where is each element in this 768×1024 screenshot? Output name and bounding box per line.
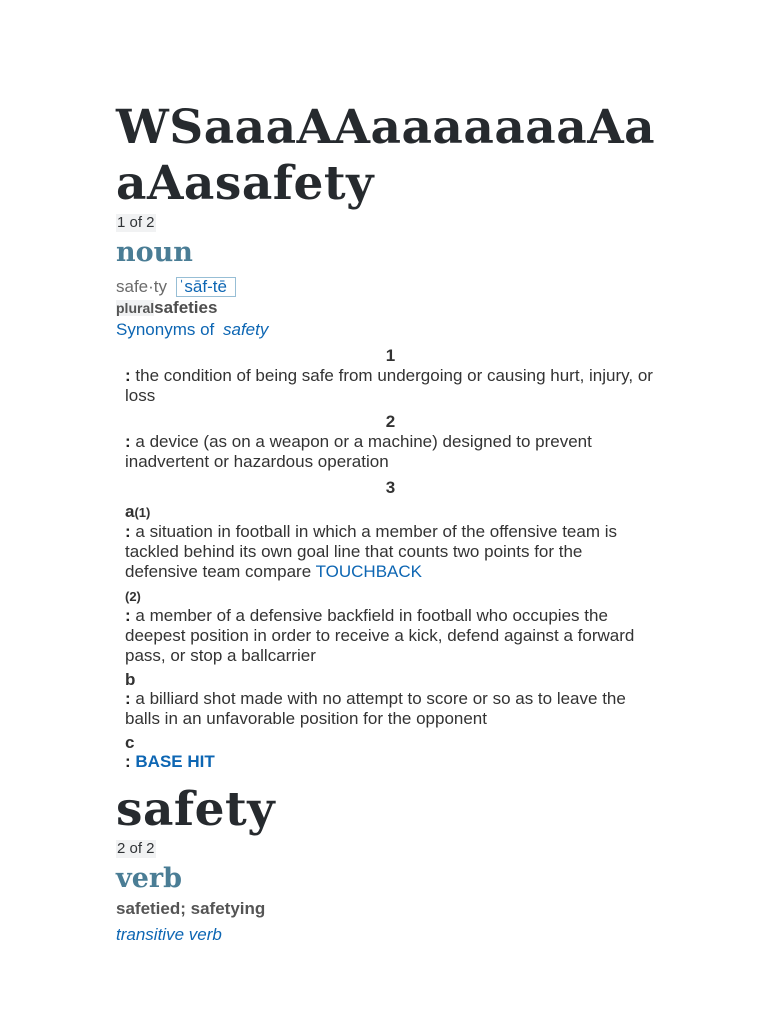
sense-definition-2 [125, 432, 656, 472]
plural-row [116, 298, 656, 318]
sense-text-2: a device (as on a weapon or a machine) designed to prevent inadvertent or hazardous operation [125, 432, 592, 471]
sense-3c-definition [125, 752, 656, 772]
sense-3a2-label [125, 586, 656, 606]
sense-definition-1 [125, 366, 656, 406]
sense-text-3b: a billiard shot made with no attempt to score or so as to leave the balls in an unfavorable position for the opponent [125, 689, 626, 728]
sense-colon: : [125, 606, 131, 625]
entry2-part-of-speech[interactable]: verb [116, 863, 182, 894]
sense-3a2-definition [125, 606, 656, 666]
synonyms-word[interactable]: safety [223, 320, 269, 339]
sense-colon: : [125, 432, 131, 451]
sense-text-3a1: a situation in football in which a member of the offensive team is tackled behind its own goal line that counts two points for the defensive team compare [125, 522, 618, 581]
senses-list [125, 346, 656, 772]
synonyms-label[interactable]: Synonyms of [116, 320, 215, 339]
sense-number-1: 1 [385, 346, 396, 365]
sense-text-1: the condition of being safe from undergoing or causing hurt, injury, or loss [125, 366, 653, 405]
sense-colon: : [125, 366, 131, 385]
entry1-of-number: 1 of 2 [117, 214, 155, 231]
syllables: safe·ty [116, 277, 168, 296]
sense-colon: : [125, 752, 131, 771]
pronunciation-link[interactable]: ˈsāf-tē [176, 277, 236, 297]
plural-label: plural [116, 300, 155, 316]
sense-colon: : [125, 522, 131, 541]
sense-3b-definition [125, 689, 656, 729]
base-hit-link[interactable]: BASE HIT [135, 752, 215, 771]
entry1-part-of-speech[interactable]: noun [116, 237, 193, 268]
sense-3b-label: b [125, 670, 136, 689]
entry2-of-number: 2 of 2 [117, 840, 155, 857]
entry1-headword: WSaaaAAaaaaaaaAaaAasafety [116, 100, 656, 211]
sub-label-1: (1) [134, 505, 151, 520]
sense-text-3a2: a member of a defensive backfield in football who occupies the deepest position in order to receive a kick, defend against a forward pass, or stop a ballcarrier [125, 606, 635, 665]
verb-forms: safetied; safetying [116, 899, 266, 918]
pronunciation-row [116, 276, 656, 298]
sense-number-3: 3 [385, 478, 396, 497]
sense-colon: : [125, 689, 131, 708]
sense-3a1-definition [125, 522, 656, 582]
dictionary-page [116, 100, 656, 946]
touchback-link[interactable]: TOUCHBACK [315, 562, 423, 581]
letter-a: a [125, 502, 135, 521]
sub-label-2: (2) [125, 589, 141, 604]
entry2-headword: safety [116, 782, 276, 837]
synonyms-link[interactable] [116, 320, 656, 340]
sense-3c-label: c [125, 733, 135, 752]
sense-number-2: 2 [385, 412, 396, 431]
transitive-verb-label[interactable]: transitive verb [116, 925, 222, 944]
plural-form: safeties [154, 298, 218, 317]
sense-3a-label [125, 502, 656, 522]
